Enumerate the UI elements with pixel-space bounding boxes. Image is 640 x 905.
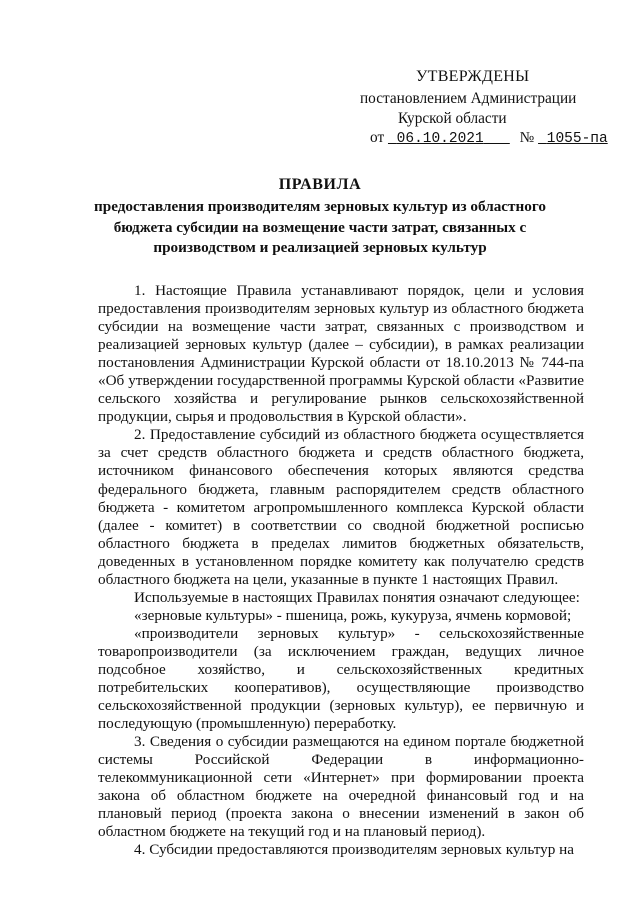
subtitle-line: бюджета субсидии на возмещение части затрат, связанных с bbox=[113, 218, 527, 236]
approval-date-number-line bbox=[370, 129, 608, 148]
approval-date-prefix: от bbox=[370, 129, 385, 146]
paragraph-4: 4. Субсидии предоставляются производителям зерновых культур на bbox=[134, 841, 574, 859]
approval-date-value bbox=[388, 131, 510, 147]
paragraph-definition-crops: «зерновые культуры» - пшеница, рожь, кукуруза, ячмень кормовой; bbox=[134, 606, 572, 624]
approval-number-text: 1055-па bbox=[546, 131, 608, 147]
paragraph-2: 2. Предоставление субсидий из областного бюджета осуществляется за счет средств областного бюджета и средств областного бюджета, источником финансового обеспечения которых являются средства федерального бюджета, главным распорядителем средств областного бюджета - комитетом агропромышленного комплекса Курской области (далее - комитет) в соответствии со сводной бюджетной росписью областного бюджета в пределах лимитов бюджетных обязательств, доведенных в установленном порядке комитету как получателю средств областного бюджета на цели, указанные в пункте 1 настоящих Правил. bbox=[98, 426, 584, 588]
approval-number-prefix: № bbox=[519, 129, 535, 146]
paragraph-1: 1. Настоящие Правила устанавливают порядок, цели и условия предоставления производителям зерновых культур из областного бюджета субсидии на возмещение части затрат, связанных с производством и реализацией зерновых культур (далее – субсидии), в рамках реализации постановления Администрации Курской области от 18.10.2013 № 744-па «Об утверждении государственной программы Курской области «Развитие сельского хозяйства и регулирование рынков сельскохозяйственной продукции, сырья и продовольствия в Курской области». bbox=[98, 282, 584, 426]
approval-title: УТВЕРЖДЕНЫ bbox=[416, 68, 530, 85]
document-title: ПРАВИЛА bbox=[278, 176, 362, 193]
document-body bbox=[98, 282, 584, 860]
paragraph-3: 3. Сведения о субсидии размещаются на едином портале бюджетной системы Российской Федерации в информационно-телекоммуникационной сети «Интернет» при формировании проекта закона об областном бюджете на очередной финансовый год и на плановый период (проекта закона о внесении изменений в закон об областном бюджете на текущий год и на плановый период). bbox=[98, 733, 584, 841]
subtitle-line: предоставления производителям зерновых культур из областного bbox=[94, 198, 546, 215]
subtitle-line: производством и реализацией зерновых культур bbox=[153, 239, 487, 256]
approval-region-line: Курской области bbox=[398, 110, 507, 127]
paragraph-definitions-intro: Используемые в настоящих Правилах понятия означают следующее: bbox=[134, 588, 580, 606]
document-subtitle bbox=[60, 197, 580, 259]
paragraph-definition-producers: «производители зерновых культур» - сельскохозяйственные товаропроизводители (за исключением граждан, ведущих личное подсобное хозяйство, и сельскохозяйственных кредитных потребительских кооперативов), осуществляющие производство сельскохозяйственной продукции (зерновых культур), ее первичную и последующую (промышленную) переработку. bbox=[98, 624, 584, 733]
approval-number-value bbox=[538, 131, 608, 147]
approval-date-text: 06.10.2021 bbox=[396, 131, 484, 147]
approval-issuer-line: постановлением Администрации bbox=[360, 90, 577, 107]
